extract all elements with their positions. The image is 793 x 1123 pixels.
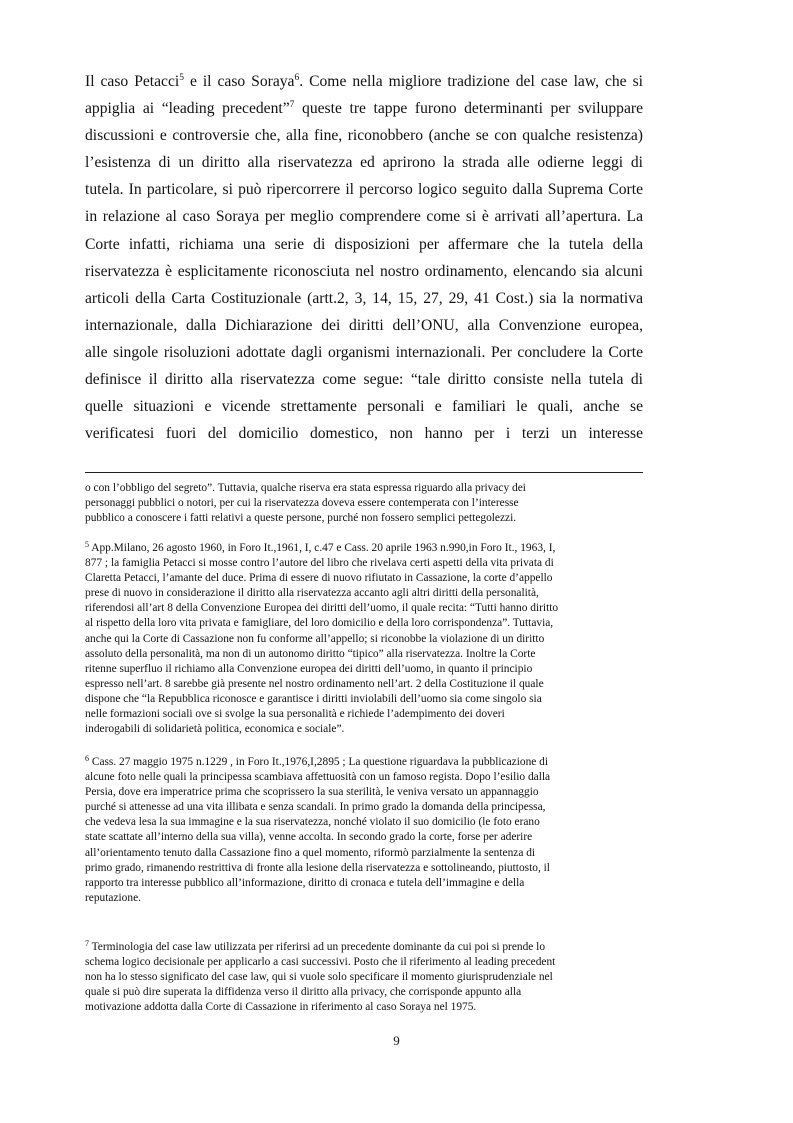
body-line: quelle situazioni e vicende strettamente personali e familiari le quali, anche se xyxy=(85,398,643,416)
body-line: Corte infatti, richiama una serie di disposizioni per affermare che la tutela della xyxy=(85,235,643,253)
footnote-line: alcune foto nelle quali la principessa scambiava affettuosità con un famoso regista. Dopo l’esilio dalla xyxy=(85,771,551,784)
footnote-line: dispone che “la Repubblica riconosce e garantisce i diritti inviolabili dell’uomo sia come singolo sia xyxy=(85,692,542,705)
body-line: internazionale, dalla Dichiarazione dei diritti dell’ONU, alla Convenzione europea, xyxy=(85,316,643,334)
footnote-line: al rispetto della loro vita privata e famigliare, del loro domicilio e della loro corrispondenza”. Tuttavia, xyxy=(85,617,554,630)
footnote-line: che vedeva lesa la sua immagine e la sua riservatezza, nonché violato il suo domicilio (le foto erano xyxy=(85,816,540,829)
footnote-ref-5[interactable]: 5 xyxy=(179,73,184,83)
footnote-line: Persia, dove era imperatrice prima che scoprissero la sua sterilità, le veniva versato un appannaggio xyxy=(85,786,539,799)
footnote-line: primo grado, rimanendo restrittiva di fronte alla lesione della riservatezza e sottolineando, piuttosto, il xyxy=(85,861,550,874)
footnote-separator xyxy=(85,472,643,473)
body-line: alle singole risoluzioni adottate dagli organismi internazionali. Per concludere la Corte xyxy=(85,343,643,361)
body-text xyxy=(85,68,643,447)
footnote-line: purché si attenesse ad una vita illibata e senza scandali. In primo grado la domanda della principessa, xyxy=(85,801,546,814)
footnote-line: riferendosi all’art 8 della Convenzione Europea dei diritti dell’uomo, il quale recita: “Tutti hanno diritto xyxy=(85,602,559,615)
footnote-line: personaggi pubblici o notori, per cui la riservatezza doveva essere contemperata con l’interesse xyxy=(85,497,519,510)
footnote-line: quale si può dire superata la diffidenza verso il diritto alla privacy, che corrisponde appunto alla xyxy=(85,986,522,999)
body-line: in relazione al caso Soraya per meglio comprendere come si è arrivati all’apertura. La xyxy=(85,208,643,226)
footnote-continuation xyxy=(85,481,643,526)
footnote-line: rapporto tra interesse pubblico all’informazione, diritto di cronaca e tutela dell’immagine e della xyxy=(85,876,525,889)
footnote-line: ritenne superfluo il richiamo alla Convenzione europea dei diritti dell’uomo, in quanto il principio xyxy=(85,662,533,675)
body-line: appiglia ai “leading precedent”$^7$ queste tre tappe furono determinanti per sviluppare xyxy=(85,100,643,118)
footnote-line: espresso nell’art. 8 sarebbe già presente nel nostro ordinamento nell’art. 2 della Costituzione il quale xyxy=(85,677,544,690)
footnote-line: inderogabili di solidarietà politica, economica e sociale”. xyxy=(85,723,345,736)
footnote-line: state scattate all’interno della sua villa), venne accolta. In secondo grado la corte, forse per aderire xyxy=(85,831,533,844)
footnote-5 xyxy=(85,541,643,737)
footnote-ref-7[interactable]: 7 xyxy=(289,100,295,111)
footnote-line: 877 ; la famiglia Petacci si mosse contro l’autore del libro che rivelava certi aspetti della vita privata di xyxy=(85,557,554,570)
footnote-line: pubblico a conoscere i fatti relativi a queste persone, purché non fossero semplici pettegolezzi. xyxy=(85,512,517,525)
page-number: 9 xyxy=(393,1033,400,1048)
footnote-number: 5 xyxy=(85,540,89,549)
body-line: l’esistenza di un diritto alla riservatezza ed aprirono la strada alle odierne leggi di xyxy=(85,154,643,172)
footnote-line: non ha lo stesso significato del case law, qui si vuole solo specificare il momento giurisprudenziale nel xyxy=(85,971,553,984)
body-line: tutela. In particolare, si può ripercorrere il percorso logico seguito dalla Suprema Corte xyxy=(85,181,643,199)
footnote-line: schema logico decisionale per applicarlo a casi successivi. Posto che il riferimento al leading precedent xyxy=(85,956,556,969)
footnote-line: motivazione addotta dalla Corte di Cassazione in riferimento al caso Soraya nel 1975. xyxy=(85,1001,477,1014)
body-line: articoli della Carta Costituzionale (artt.2, 3, 14, 15, 27, 29, 41 Cost.) sia la normativa xyxy=(85,289,643,307)
body-line: discussioni e controversie che, alla fine, riconobbero (anche se con qualche resistenza) xyxy=(85,127,643,145)
footnote-line: reputazione. xyxy=(85,891,141,904)
footnote-line: o con l’obbligo del segreto”. Tuttavia, qualche riserva era stata espressa riguardo alla privacy dei xyxy=(85,482,526,494)
footnote-line: nelle formazioni sociali ove si svolge la sua personalità e richiede l’adempimento dei doveri xyxy=(85,708,505,721)
body-line: definisce il diritto alla riservatezza come segue: “tale diritto consiste nella tutela di xyxy=(85,371,643,389)
footnote-line: $^5$ App.Milano, 26 agosto 1960, in Foro It.,1961, I, c.47 e Cass. 20 aprile 1963 n.990,in Foro It., 1963, I, xyxy=(85,540,556,554)
footnote-line: $^7$ Terminologia del case law utilizzata per riferirsi ad un precedente dominante da cui poi si prende lo xyxy=(85,939,546,953)
body-line: verificatesi fuori del domicilio domestico, non hanno per i terzi un interesse xyxy=(85,425,643,443)
footnote-number: 7 xyxy=(85,939,89,948)
footnote-line: assoluto della personalità, ma non di un autonomo diritto “tipico” alla riservatezza. Inoltre la Corte xyxy=(85,647,536,660)
footnote-7 xyxy=(85,940,643,1015)
body-line: Il caso Petacci$^5$ e il caso Soraya$^6$. Come nella migliore tradizione del case law, che si xyxy=(85,73,643,90)
footnote-line: $^6$ Cass. 27 maggio 1975 n.1229 , in Foro It.,1976,I,2895 ; La questione riguardava la pubblicazione di xyxy=(85,754,549,768)
footnote-line: prese di nuovo in considerazione il diritto alla riservatezza accanto agli altri diritti della personalità, xyxy=(85,587,539,600)
footnote-ref-6[interactable]: 6 xyxy=(294,73,300,83)
footnote-number: 6 xyxy=(85,754,89,763)
footnote-6 xyxy=(85,755,643,906)
footnote-line: Claretta Petacci, l’amante del duce. Prima di essere di nuovo rifiutato in Cassazione, la corte d’appello xyxy=(85,572,553,585)
body-line: riservatezza è esplicitamente riconosciuta nel nostro ordinamento, elencando sia alcuni xyxy=(85,262,643,280)
footnote-line: anche qui la Corte di Cassazione non fu conforme all’appello; si riconobbe la violazione di un diritto xyxy=(85,632,545,645)
footnote-line: all’orientamento tenuto dalla Cassazione fino a quel momento, riformò parzialmente la sentenza di xyxy=(85,846,536,859)
